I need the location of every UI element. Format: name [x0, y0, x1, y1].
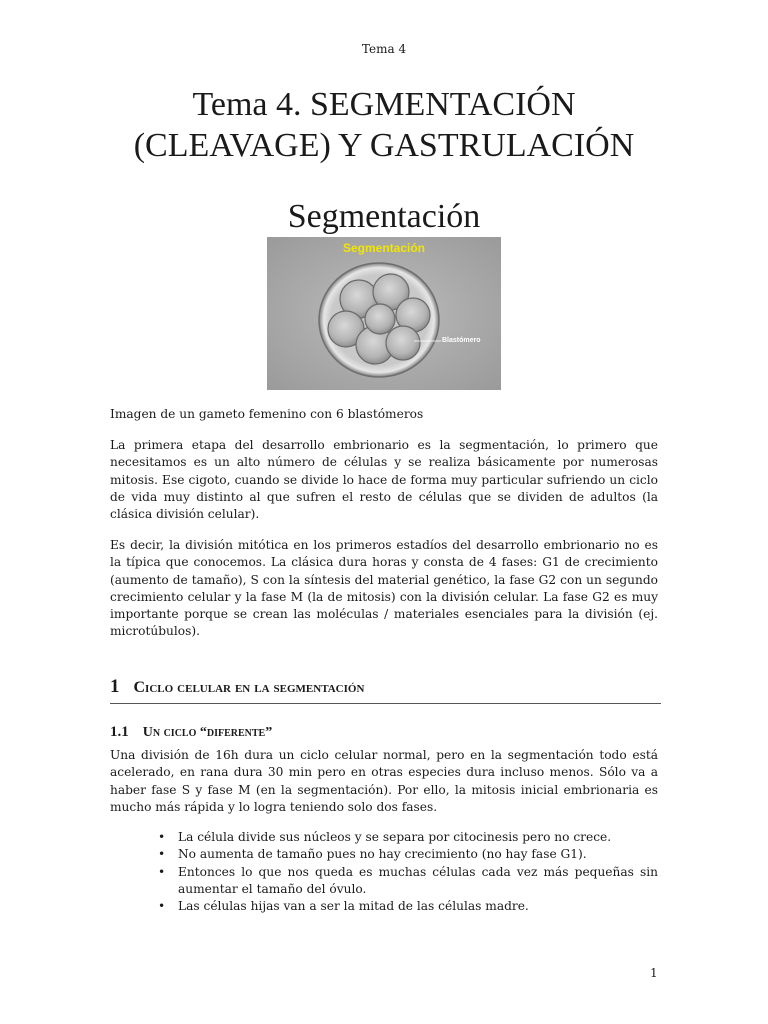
figure-caption: Imagen de un gameto femenino con 6 blastómeros	[110, 407, 424, 421]
bullet-item	[110, 898, 658, 915]
document-title-line-2: (CLEAVAGE) Y GASTRULACIÓN	[133, 127, 635, 164]
bullet-text: La célula divide sus núcleos y se separa por citocinesis pero no crece.	[178, 830, 612, 844]
embryo-micrograph	[267, 237, 501, 390]
embryo-illustration	[267, 237, 501, 390]
blastomere	[365, 304, 395, 334]
section-title: Segmentación	[287, 198, 481, 235]
figure-callout: Blastómero	[442, 337, 481, 344]
bullet-list	[110, 829, 658, 915]
heading-1-number: 1	[110, 676, 120, 697]
heading-1-text: Ciclo celular en la segmentación	[133, 679, 365, 696]
bullet-text: Entonces lo que nos queda es muchas células cada vez más pequeñas sin aumentar el tamaño del óvulo.	[178, 864, 658, 896]
document-title	[0, 84, 768, 166]
page-number: 1	[650, 966, 658, 980]
bullet-text: Las células hijas van a ser la mitad de las células madre.	[178, 899, 529, 914]
heading-1	[110, 676, 661, 704]
bullet-item	[110, 846, 658, 863]
blastomere	[386, 326, 420, 360]
heading-2-text: Un ciclo “diferente”	[142, 725, 273, 740]
heading-2	[110, 723, 272, 741]
bullet-icon: •	[158, 864, 166, 879]
paragraph: Una división de 16h dura un ciclo celular normal, pero en la segmentación todo está acelerado, en rana dura 30 min pero en otras especies dura incluso menos. Sólo va a haber fase S y fase M (en la segmentación). Por ello, la mitosis inicial embrionaria es mucho más rápida y lo logra teniendo solo dos fases.	[110, 748, 658, 814]
running-header: Tema 4	[361, 42, 407, 56]
heading-2-number: 1.1	[110, 724, 129, 740]
bullet-icon: •	[158, 899, 166, 914]
bullet-item	[110, 864, 658, 899]
bullet-icon: •	[158, 830, 166, 844]
document-title-line-1: Tema 4. SEGMENTACIÓN	[192, 86, 576, 123]
paragraph: La primera etapa del desarrollo embrionario es la segmentación, lo primero que necesitamos es un alto número de células y se realiza básicamente por numerosas mitosis. Ese cigoto, cuando se divide lo hace de forma muy particular sufriendo un ciclo de vida muy distinto al que sufren el resto de células que se dividen de adultos (la clásica división celular).	[110, 438, 658, 522]
bullet-icon: •	[158, 847, 166, 862]
bullet-text: No aumenta de tamaño pues no hay crecimiento (no hay fase G1).	[178, 847, 587, 862]
bullet-item	[110, 829, 658, 846]
figure-label: Segmentación	[342, 241, 426, 255]
paragraph: Es decir, la división mitótica en los primeros estadíos del desarrollo embrionario no es la típica que conocemos. La clásica dura horas y consta de 4 fases: G1 de crecimiento (aumento de tamaño), S con la síntesis del material genético, la fase G2 con un segundo crecimiento celular y la fase M (la de mitosis) con la división celular. La fase G2 es muy importante porque se crean las moléculas / materiales esenciales para la división (ej. microtúbulos).	[110, 538, 658, 639]
